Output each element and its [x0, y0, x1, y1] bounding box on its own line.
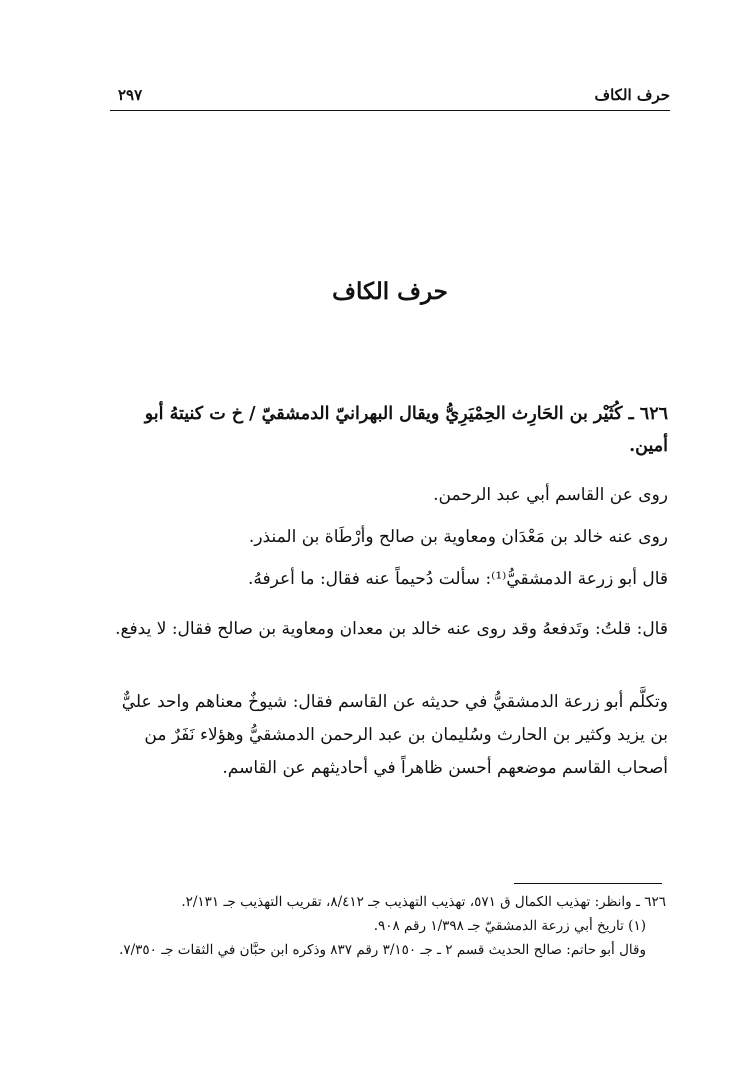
paragraph-question: قال: قلتُ: وتَدفعهُ وقد روى عنه خالد بن معدان ومعاوية بن صالح فقال: لا يدفع.	[115, 619, 668, 639]
page-header	[110, 84, 670, 111]
paragraph-narrated-from: روى عن القاسم أبي عبد الرحمن.	[433, 485, 668, 505]
entry-heading: ٦٢٦ ـ كُثَيْر بن الحَارِث الحِمْيَرِيُّ ويقال البهرانيّ الدمشقيّ / خ ت كنيتهُ أبو أمين.	[144, 404, 668, 456]
paragraph-narrated-by: روى عنه خالد بن مَعْدَان ومعاوية بن صالح وأرْطَاة بن المنذر.	[248, 527, 668, 547]
paragraph-abu-zura-statement: قال أبو زرعة الدمشقيُّ⁽¹⁾: سألت دُحيماً عنه فقال: ما أعرفهُ.	[247, 569, 668, 589]
page-number: ٢٩٧	[118, 86, 143, 104]
paragraph-discussion: وتكلَّم أبو زرعة الدمشقيُّ في حديثه عن القاسم فقال: شيوخٌ معناهم واحد عليٌّ بن يزيد وكثير بن الحارث وسُليمان بن عبد الرحمن الدمشقيُّ وهؤلاء نَفَرٌ من أصحاب القاسم موضعهم أحسن ظاهراً في أحاديثهم عن القاسم.	[121, 692, 668, 778]
footnotes	[110, 890, 666, 962]
running-title: حرف الكاف	[594, 86, 670, 104]
footnote-divider	[514, 883, 662, 884]
footnote-additional: وقال أبو حاتم: صالح الحديث قسم ٢ ـ جـ ٣/١٥٠ رقم ٨٣٧ وذكره ابن حبَّان في الثقات جـ ٧/٣٥٠.	[119, 942, 646, 958]
footnote-1: (١) تاريخ أبي زرعة الدمشقيّ جـ ١/٣٩٨ رقم ٩٠٨.	[373, 918, 646, 934]
footnote-entry-reference: ٦٢٦ ـ وانظر: تهذيب الكمال ق ٥٧١، تهذيب التهذيب جـ ٨/٤١٢، تقريب التهذيب جـ ٢/١٣١.	[181, 894, 666, 910]
chapter-title: حرف الكاف	[332, 278, 448, 305]
